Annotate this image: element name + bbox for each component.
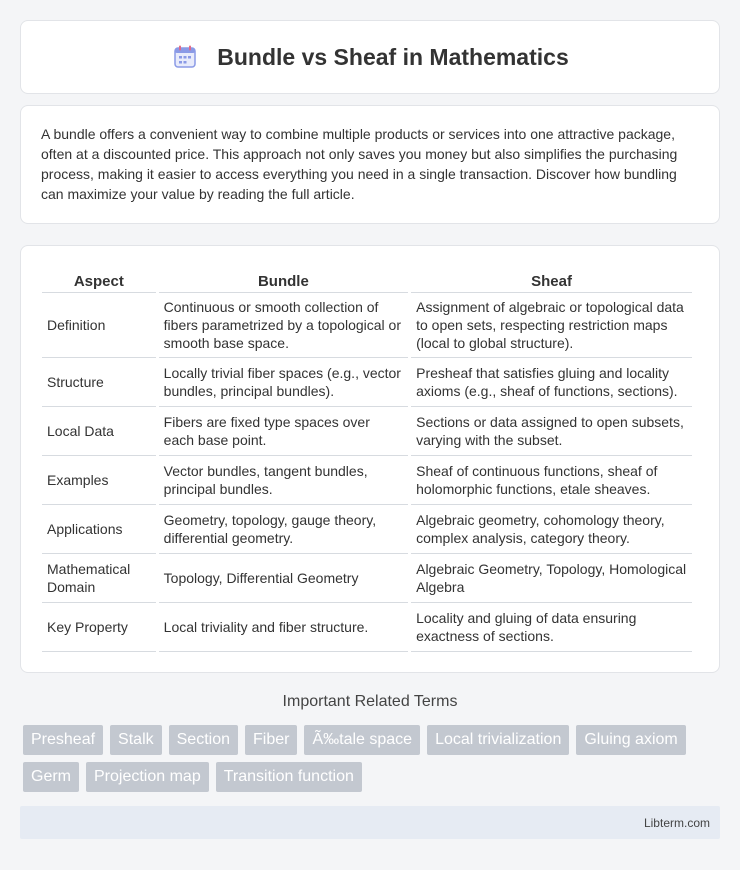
tag-fiber[interactable]: Fiber (245, 725, 297, 755)
header-aspect: Aspect (42, 266, 156, 293)
tag-etale-space[interactable]: Ã‰tale space (304, 725, 420, 755)
page-title: Bundle vs Sheaf in Mathematics (217, 43, 569, 70)
table-row (42, 293, 692, 358)
header-card (20, 20, 720, 94)
aspect-cell: Structure (42, 358, 156, 407)
comparison-card (20, 245, 720, 673)
tag-section[interactable]: Section (169, 725, 238, 755)
bundle-cell: Fibers are fixed type spaces over each base point. (159, 407, 408, 456)
aspect-cell: Applications (42, 505, 156, 554)
table-row (42, 456, 692, 505)
sheaf-cell: Algebraic Geometry, Topology, Homological Algebra (411, 554, 692, 603)
table-row (42, 505, 692, 554)
sheaf-cell: Assignment of algebraic or topological data to open sets, respecting restriction maps (local to global structure). (411, 293, 692, 358)
aspect-cell: Examples (42, 456, 156, 505)
bundle-cell: Geometry, topology, gauge theory, differential geometry. (159, 505, 408, 554)
aspect-cell: Definition (42, 293, 156, 358)
bundle-cell: Continuous or smooth collection of fibers parametrized by a topological or smooth base space. (159, 293, 408, 358)
table-header-row (42, 266, 692, 293)
table-row (42, 407, 692, 456)
tag-local-trivialization[interactable]: Local trivialization (427, 725, 569, 755)
intro-card (20, 105, 720, 224)
related-terms-list (23, 725, 713, 792)
sheaf-cell: Algebraic geometry, cohomology theory, complex analysis, category theory. (411, 505, 692, 554)
sheaf-cell: Sections or data assigned to open subsets, varying with the subset. (411, 407, 692, 456)
bundle-cell: Topology, Differential Geometry (159, 554, 408, 603)
tag-projection-map[interactable]: Projection map (86, 762, 209, 792)
sheaf-cell: Presheaf that satisfies gluing and locality axioms (e.g., sheaf of functions, sections). (411, 358, 692, 407)
header-bundle: Bundle (159, 266, 408, 293)
bundle-cell: Locally trivial fiber spaces (e.g., vector bundles, principal bundles). (159, 358, 408, 407)
title-wrap (171, 43, 568, 71)
table-row (42, 358, 692, 407)
tag-transition-function[interactable]: Transition function (216, 762, 362, 792)
footer-brand-link[interactable]: Libterm.com (643, 815, 710, 830)
calendar-icon (171, 43, 199, 71)
footer (20, 806, 720, 839)
sheaf-cell: Locality and gluing of data ensuring exactness of sections. (411, 603, 692, 652)
table-row (42, 603, 692, 652)
sheaf-cell: Sheaf of continuous functions, sheaf of holomorphic functions, etale sheaves. (411, 456, 692, 505)
header-sheaf: Sheaf (411, 266, 692, 293)
related-terms-title: Important Related Terms (282, 693, 458, 710)
intro-text: A bundle offers a convenient way to combine multiple products or services into one attractive package, often at a discounted price. This approach not only saves you money but also simplifies the purchasing process, making it easier to access everything you need in a single transaction. Discover how bundling can maximize your value by reading the full article. (41, 126, 678, 202)
tag-presheaf[interactable]: Presheaf (23, 725, 103, 755)
tag-germ[interactable]: Germ (23, 762, 79, 792)
aspect-cell: Key Property (42, 603, 156, 652)
tag-stalk[interactable]: Stalk (110, 725, 162, 755)
comparison-table (39, 266, 695, 652)
tag-gluing-axiom[interactable]: Gluing axiom (576, 725, 685, 755)
aspect-cell: Mathematical Domain (42, 554, 156, 603)
bundle-cell: Local triviality and fiber structure. (159, 603, 408, 652)
table-row (42, 554, 692, 603)
aspect-cell: Local Data (42, 407, 156, 456)
bundle-cell: Vector bundles, tangent bundles, principal bundles. (159, 456, 408, 505)
